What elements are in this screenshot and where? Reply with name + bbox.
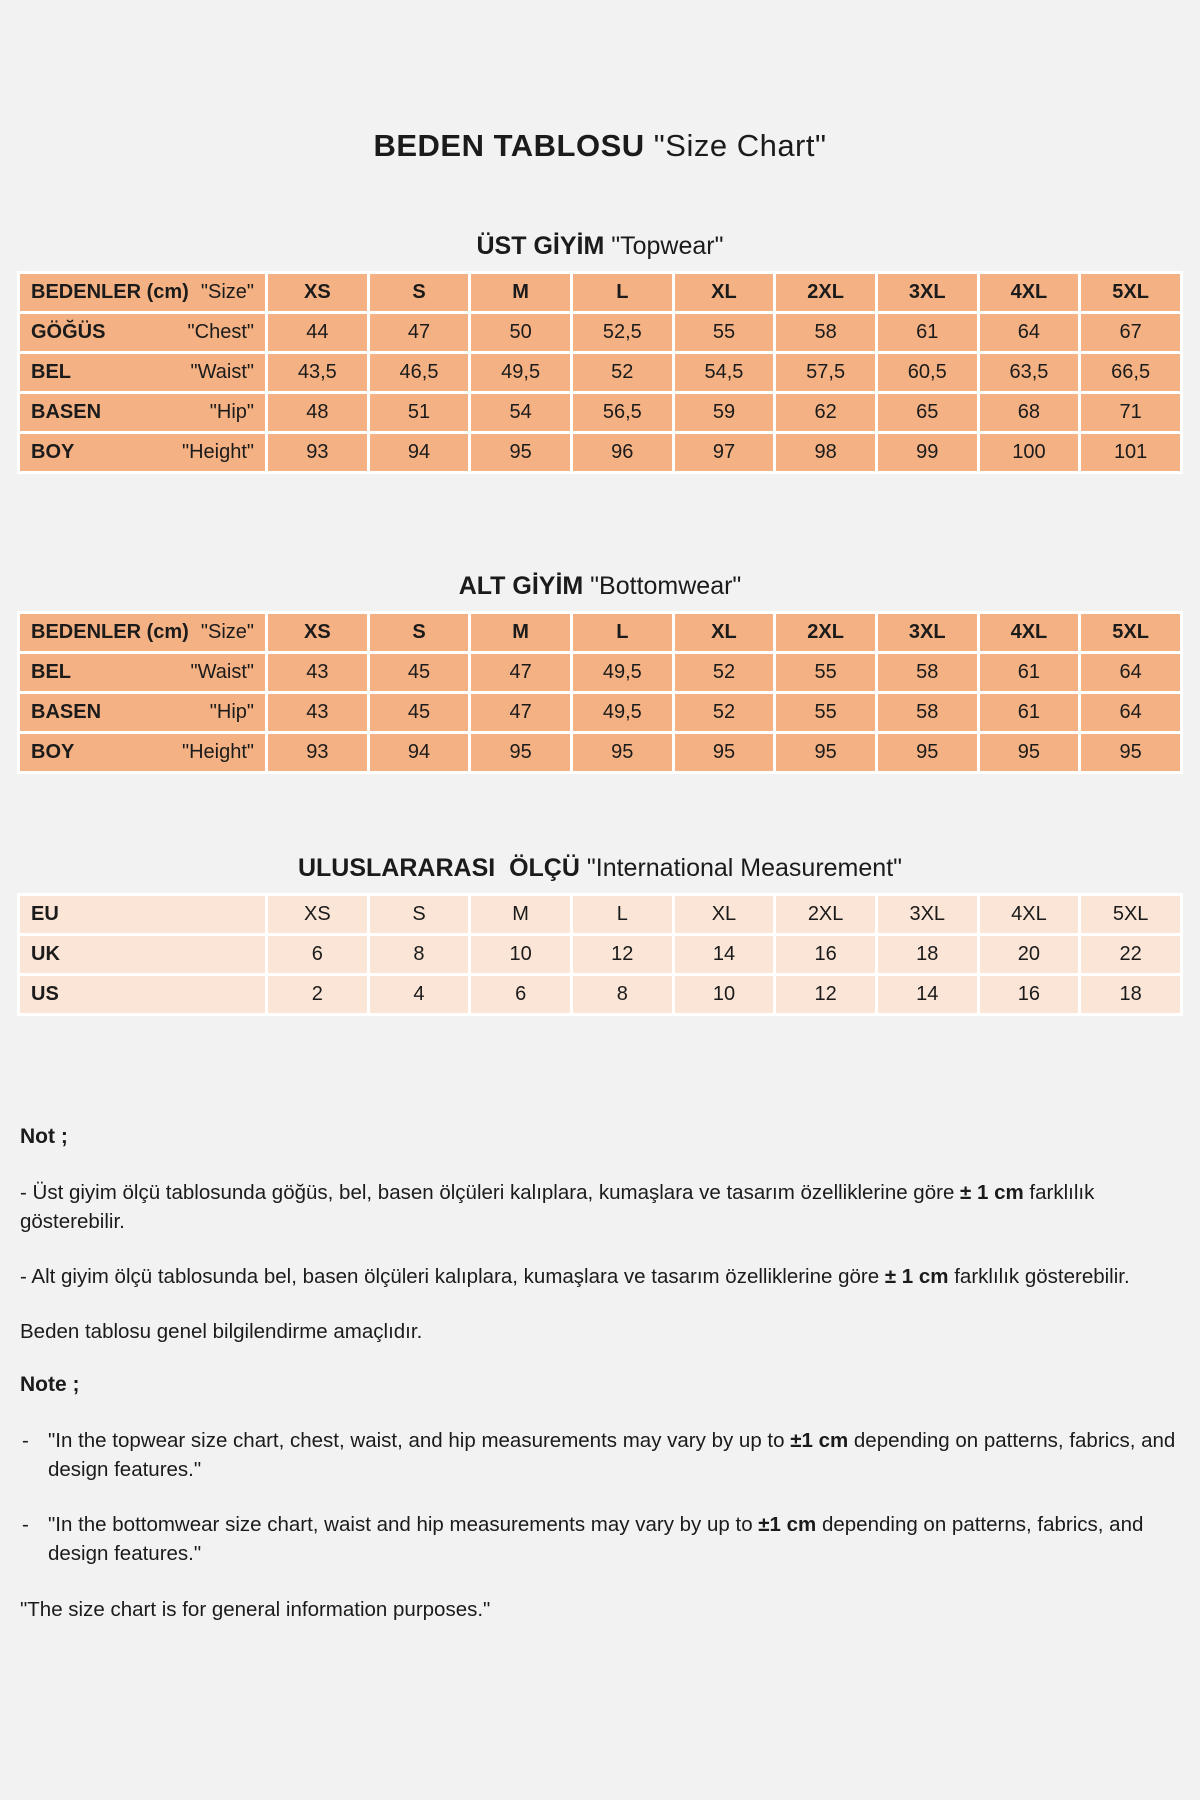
value-cell: XS [268, 274, 367, 311]
value-cell: 58 [878, 654, 977, 691]
value-cell: 10 [471, 936, 570, 973]
value-cell: 5XL [1081, 274, 1180, 311]
value-cell: 93 [268, 734, 367, 771]
note-text: - Üst giyim ölçü tablosunda göğüs, bel, basen ölçüleri kalıplara, kumaşlara ve tasarım özelliklerine göre [20, 1180, 961, 1204]
value-cell: 95 [776, 734, 875, 771]
value-cell: 101 [1081, 434, 1180, 471]
value-cell: 5XL [1081, 896, 1180, 933]
note-text: farklılık gösterebilir. [20, 1180, 1095, 1233]
value-cell: 55 [776, 694, 875, 731]
english-note-footer: "The size chart is for general information purposes." [20, 1597, 491, 1621]
row-label-cell [20, 734, 265, 771]
table-row [20, 274, 1180, 311]
value-cell: 22 [1081, 936, 1180, 973]
value-cell: 51 [370, 394, 469, 431]
value-cell: 45 [370, 654, 469, 691]
note-tolerance-bold: ± 1 cm [960, 1180, 1024, 1204]
value-cell: L [573, 896, 672, 933]
row-label-english: "Waist" [190, 361, 254, 383]
value-cell: 64 [980, 314, 1079, 351]
value-cell: 100 [980, 434, 1079, 471]
value-cell: M [471, 896, 570, 933]
value-cell: 46,5 [370, 354, 469, 391]
value-cell: 3XL [878, 274, 977, 311]
value-cell: 3XL [878, 896, 977, 933]
value-cell: 94 [370, 434, 469, 471]
list-dash: - [22, 1513, 29, 1537]
heading-topwear-turkish: ÜST GİYİM [476, 232, 605, 260]
value-cell: 63,5 [980, 354, 1079, 391]
english-note-header: Note ; [20, 1373, 80, 1397]
value-cell: 10 [675, 976, 774, 1013]
section-heading-international [0, 854, 1200, 883]
page-title [0, 128, 1200, 164]
value-cell: 5XL [1081, 614, 1180, 651]
value-cell: 16 [776, 936, 875, 973]
row-label-cell [20, 654, 265, 691]
table-row [20, 896, 1180, 933]
note-text: "In the topwear size chart, chest, waist, and hip measurements may vary by up to [48, 1429, 791, 1453]
value-cell: 4XL [980, 614, 1079, 651]
row-label-turkish: US [31, 983, 59, 1005]
table-row [20, 936, 1180, 973]
value-cell: 64 [1081, 694, 1180, 731]
value-cell: 52 [675, 654, 774, 691]
value-cell: 93 [268, 434, 367, 471]
turkish-note-header: Not ; [20, 1125, 68, 1148]
value-cell: 64 [1081, 654, 1180, 691]
value-cell: 95 [980, 734, 1079, 771]
heading-bottomwear-turkish: ALT GİYİM [458, 572, 584, 600]
value-cell: 95 [573, 734, 672, 771]
value-cell: 66,5 [1081, 354, 1180, 391]
value-cell: 2 [268, 976, 367, 1013]
value-cell: L [573, 614, 672, 651]
value-cell: 4XL [980, 896, 1079, 933]
value-cell: 18 [878, 936, 977, 973]
row-label-cell [20, 694, 265, 731]
value-cell: 4 [370, 976, 469, 1013]
value-cell: S [370, 274, 469, 311]
section-heading-topwear [0, 232, 1200, 261]
value-cell: 54,5 [675, 354, 774, 391]
value-cell: 14 [675, 936, 774, 973]
value-cell: S [370, 614, 469, 651]
value-cell: 4XL [980, 274, 1079, 311]
value-cell: 6 [268, 936, 367, 973]
row-label-english: "Chest" [187, 321, 254, 343]
row-label-cell [20, 394, 265, 431]
value-cell: 49,5 [573, 654, 672, 691]
table-row [20, 314, 1180, 351]
page-title-english: "Size Chart" [653, 128, 827, 163]
value-cell: 56,5 [573, 394, 672, 431]
row-label-cell [20, 896, 265, 933]
row-label-turkish: BOY [31, 741, 75, 763]
list-dash: - [22, 1429, 29, 1453]
note-text: farklılık gösterebilir. [948, 1265, 1130, 1289]
table-row [20, 694, 1180, 731]
value-cell: 71 [1081, 394, 1180, 431]
value-cell: 95 [471, 434, 570, 471]
row-label-cell [20, 936, 265, 973]
row-label-turkish: BEDENLER (cm) [31, 621, 189, 643]
row-label-english: "Height" [181, 441, 254, 463]
note-text: - Alt giyim ölçü tablosunda bel, basen ölçüleri kalıplara, kumaşlara ve tasarım özelliklerine göre [20, 1265, 885, 1289]
note-text: depending on patterns, fabrics, and design features." [48, 1429, 1176, 1482]
value-cell: 6 [471, 976, 570, 1013]
value-cell: 43,5 [268, 354, 367, 391]
value-cell: 43 [268, 654, 367, 691]
value-cell: 60,5 [878, 354, 977, 391]
value-cell: 97 [675, 434, 774, 471]
value-cell: 45 [370, 694, 469, 731]
value-cell: 68 [980, 394, 1079, 431]
row-label-turkish: GÖĞÜS [31, 321, 106, 343]
table-row [20, 654, 1180, 691]
note-text: depending on patterns, fabrics, and design features." [48, 1513, 1144, 1566]
section-heading-bottomwear [0, 572, 1200, 601]
value-cell: 58 [878, 694, 977, 731]
value-cell: 99 [878, 434, 977, 471]
value-cell: 62 [776, 394, 875, 431]
heading-international-english: "International Measurement" [586, 854, 903, 882]
value-cell: 2XL [776, 614, 875, 651]
value-cell: 14 [878, 976, 977, 1013]
row-label-english: "Size" [200, 621, 254, 643]
value-cell: 61 [980, 654, 1079, 691]
table-row [20, 354, 1180, 391]
value-cell: 65 [878, 394, 977, 431]
value-cell: 95 [675, 734, 774, 771]
value-cell: XL [675, 614, 774, 651]
value-cell: 18 [1081, 976, 1180, 1013]
value-cell: 2XL [776, 274, 875, 311]
bottomwear-size-table [17, 611, 1183, 774]
value-cell: 47 [370, 314, 469, 351]
value-cell: 95 [1081, 734, 1180, 771]
topwear-size-table [17, 271, 1183, 474]
value-cell: 59 [675, 394, 774, 431]
value-cell: XL [675, 274, 774, 311]
value-cell: XS [268, 614, 367, 651]
value-cell: 57,5 [776, 354, 875, 391]
value-cell: 95 [878, 734, 977, 771]
row-label-turkish: BEL [31, 361, 71, 383]
value-cell: XL [675, 896, 774, 933]
row-label-cell [20, 274, 265, 311]
row-label-cell [20, 976, 265, 1013]
row-label-turkish: BASEN [31, 401, 102, 423]
row-label-english: "Height" [181, 741, 254, 763]
note-tolerance-bold: ± 1 cm [884, 1265, 949, 1289]
heading-bottomwear-english: "Bottomwear" [590, 572, 742, 600]
value-cell: 58 [776, 314, 875, 351]
table-row [20, 614, 1180, 651]
value-cell: 94 [370, 734, 469, 771]
row-label-turkish: EU [31, 903, 59, 925]
page-title-turkish: BEDEN TABLOSU [373, 128, 645, 163]
english-note-topwear [20, 1426, 1180, 1484]
value-cell: 47 [471, 654, 570, 691]
turkish-note-footer: Beden tablosu genel bilgilendirme amaçlıdır. [20, 1320, 423, 1344]
value-cell: 96 [573, 434, 672, 471]
row-label-english: "Waist" [190, 661, 254, 683]
value-cell: 98 [776, 434, 875, 471]
row-label-english: "Size" [200, 281, 254, 303]
value-cell: 49,5 [471, 354, 570, 391]
note-text: "In the bottomwear size chart, waist and hip measurements may vary by up to [48, 1513, 759, 1537]
value-cell: S [370, 896, 469, 933]
note-text-wrap [48, 1510, 1180, 1568]
value-cell: 2XL [776, 896, 875, 933]
value-cell: 12 [776, 976, 875, 1013]
row-label-turkish: BOY [31, 441, 75, 463]
row-label-turkish: BASEN [31, 701, 102, 723]
turkish-note-bottomwear [20, 1262, 1180, 1291]
value-cell: XS [268, 896, 367, 933]
value-cell: 44 [268, 314, 367, 351]
value-cell: 16 [980, 976, 1079, 1013]
value-cell: 55 [776, 654, 875, 691]
value-cell: 55 [675, 314, 774, 351]
value-cell: 52 [675, 694, 774, 731]
value-cell: 43 [268, 694, 367, 731]
row-label-turkish: UK [31, 943, 60, 965]
value-cell: 48 [268, 394, 367, 431]
notes-section [20, 1122, 1180, 1624]
value-cell: 12 [573, 936, 672, 973]
value-cell: M [471, 614, 570, 651]
english-note-bottomwear [20, 1510, 1180, 1568]
value-cell: 47 [471, 694, 570, 731]
value-cell: M [471, 274, 570, 311]
value-cell: 61 [878, 314, 977, 351]
value-cell: 8 [573, 976, 672, 1013]
note-tolerance-bold: ±1 cm [790, 1429, 849, 1453]
note-tolerance-bold: ±1 cm [758, 1513, 817, 1537]
turkish-note-topwear [20, 1178, 1180, 1236]
value-cell: L [573, 274, 672, 311]
value-cell: 67 [1081, 314, 1180, 351]
row-label-cell [20, 434, 265, 471]
value-cell: 3XL [878, 614, 977, 651]
heading-topwear-english: "Topwear" [611, 232, 724, 260]
value-cell: 50 [471, 314, 570, 351]
row-label-english: "Hip" [209, 701, 254, 723]
value-cell: 20 [980, 936, 1079, 973]
table-row [20, 976, 1180, 1013]
row-label-cell [20, 314, 265, 351]
table-row [20, 734, 1180, 771]
table-row [20, 394, 1180, 431]
table-row [20, 434, 1180, 471]
value-cell: 95 [471, 734, 570, 771]
heading-international-turkish: ULUSLARARASI ÖLÇÜ [297, 854, 580, 882]
row-label-cell [20, 614, 265, 651]
value-cell: 52 [573, 354, 672, 391]
note-text-wrap [48, 1426, 1180, 1484]
row-label-cell [20, 354, 265, 391]
value-cell: 52,5 [573, 314, 672, 351]
international-size-table [17, 893, 1183, 1016]
value-cell: 49,5 [573, 694, 672, 731]
value-cell: 54 [471, 394, 570, 431]
row-label-turkish: BEL [31, 661, 71, 683]
value-cell: 8 [370, 936, 469, 973]
row-label-english: "Hip" [209, 401, 254, 423]
row-label-turkish: BEDENLER (cm) [31, 281, 189, 303]
value-cell: 61 [980, 694, 1079, 731]
